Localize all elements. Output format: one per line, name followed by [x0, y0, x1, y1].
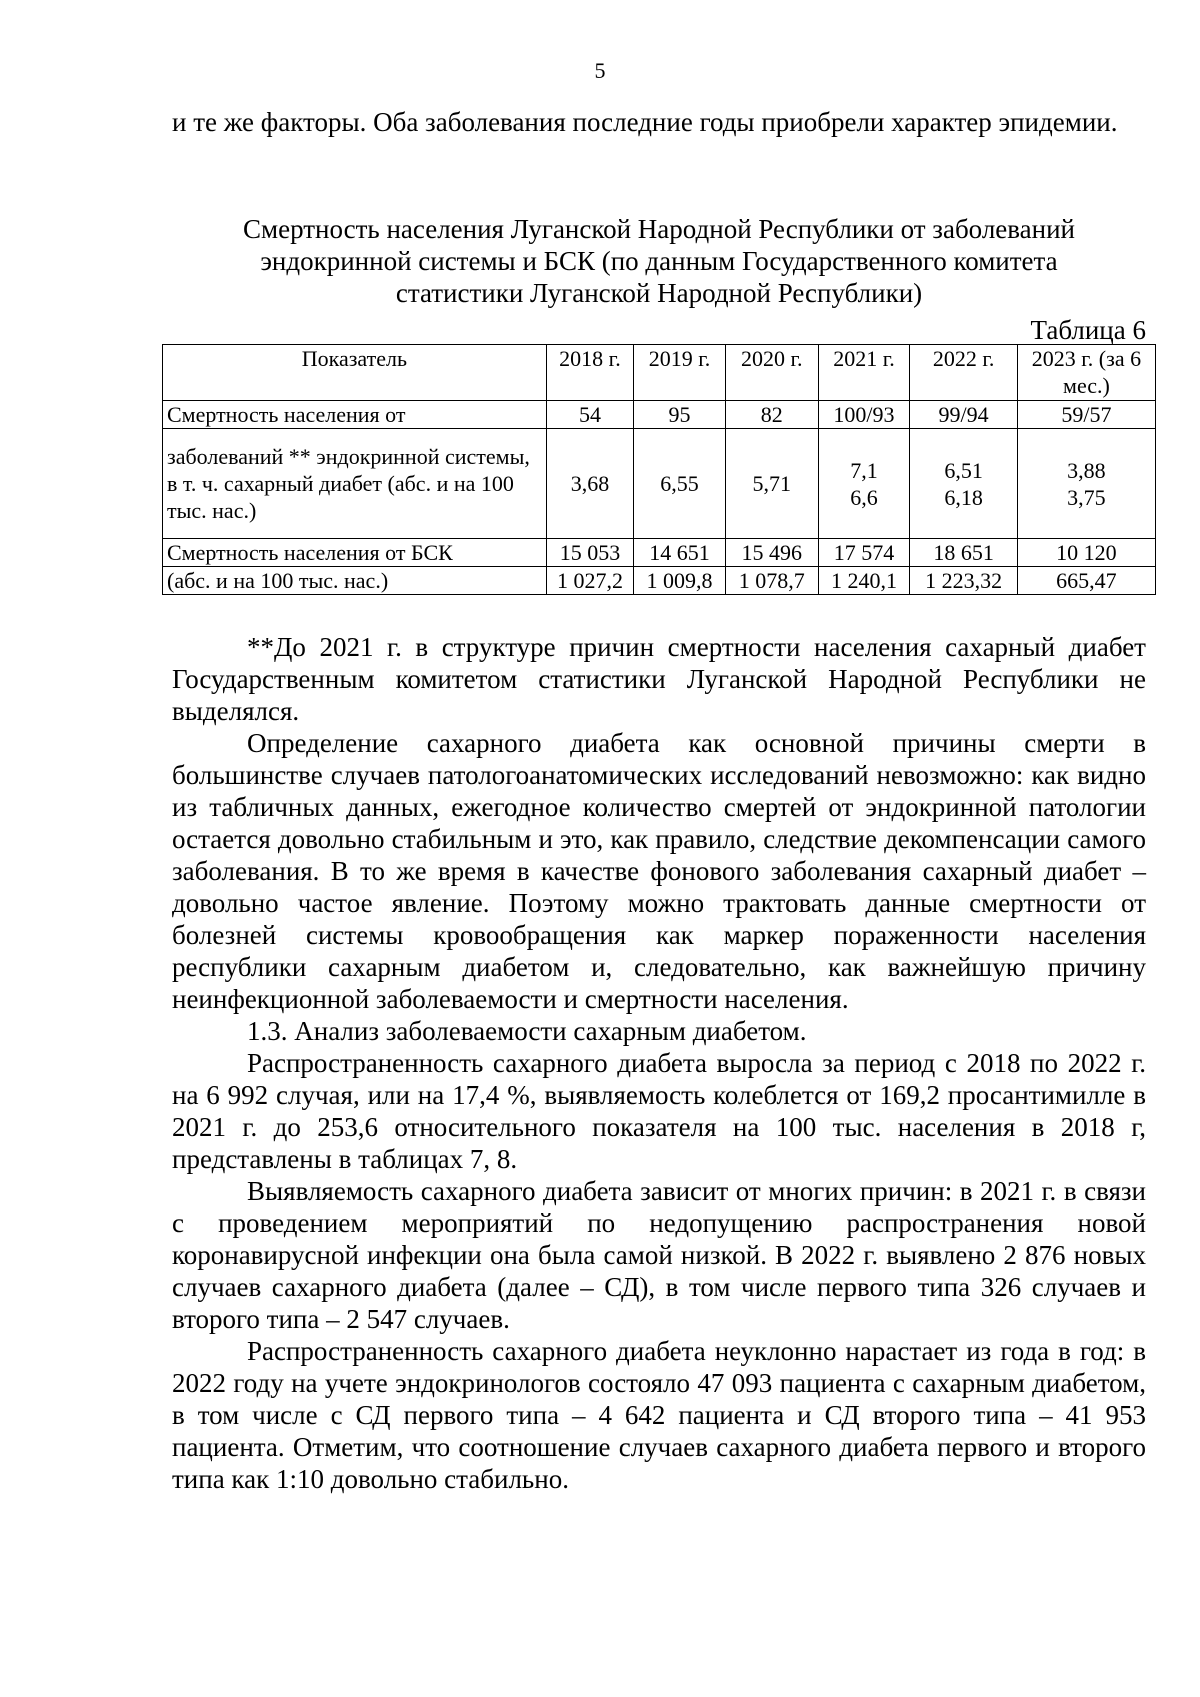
table-row-endocrine-rate	[163, 429, 1156, 539]
header-2020: 2020 г.	[725, 345, 818, 401]
cell: 14 651	[634, 539, 726, 567]
cell: 59/57	[1017, 401, 1155, 429]
page-number: 5	[594, 58, 606, 83]
cell: 99/94	[910, 401, 1018, 429]
bsk-label-line1: Смертность населения от БСК	[163, 539, 547, 567]
bsk-label-line2: (абс. и на 100 тыс. нас.)	[163, 567, 547, 595]
table-row-bsk-rate	[163, 567, 1156, 595]
cell	[910, 429, 1018, 539]
header-2019: 2019 г.	[634, 345, 726, 401]
cell: 54	[546, 401, 633, 429]
header-2021: 2021 г.	[818, 345, 910, 401]
header-2022: 2022 г.	[910, 345, 1018, 401]
footnote-paragraph: **До 2021 г. в структуре причин смертности населения сахарный диабет Государственным комитетом статистики Луганской Народной Республики не выделялся.	[172, 632, 1146, 726]
cell-line: 6,51	[944, 457, 983, 483]
cell: 82	[725, 401, 818, 429]
cell: 15 053	[546, 539, 633, 567]
mortality-table	[162, 344, 1156, 595]
cell-line: 3,75	[1067, 484, 1106, 510]
cell-line: 3,88	[1067, 457, 1106, 483]
cell: 100/93	[818, 401, 910, 429]
cell: 10 120	[1017, 539, 1155, 567]
cell: 665,47	[1017, 567, 1155, 595]
section-heading: 1.3. Анализ заболеваемости сахарным диабетом.	[247, 1016, 807, 1046]
cell-line: 6,18	[944, 484, 983, 510]
cell: 1 223,32	[910, 567, 1018, 595]
cell	[1017, 429, 1155, 539]
cell: 3,68	[546, 429, 633, 539]
header-2023: 2023 г. (за 6 мес.)	[1017, 345, 1155, 401]
endocrine-label-line1: Смертность населения от	[163, 401, 547, 429]
cell-line: 6,6	[850, 484, 878, 510]
intro-text: и те же факторы. Оба заболевания последние годы приобрели характер эпидемии.	[172, 107, 1118, 137]
cell: 18 651	[910, 539, 1018, 567]
cell-line: 7,1	[850, 457, 878, 483]
cell: 1 027,2	[546, 567, 633, 595]
intro-paragraph	[172, 106, 1146, 138]
header-indicator: Показатель	[163, 345, 547, 401]
caption-line-3: статистики Луганской Народной Республики)	[395, 278, 923, 308]
cell: 1 078,7	[725, 567, 818, 595]
table-row-endocrine-abs	[163, 401, 1156, 429]
body-text	[172, 631, 1146, 1495]
table-label: Таблица 6	[1030, 315, 1146, 345]
cell: 5,71	[725, 429, 818, 539]
cell: 6,55	[634, 429, 726, 539]
table-row-bsk-abs	[163, 539, 1156, 567]
cell: 1 240,1	[818, 567, 910, 595]
table-caption	[172, 213, 1146, 309]
paragraph: Определение сахарного диабета как основной причины смерти в большинстве случаев патологоанатомических исследований невозможно: как видно из табличных данных, ежегодное количество смертей от эндокринной патологии остается довольно стабильным и это, как правило, следствие декомпенсации самого заболевания. В то же время в качестве фонового заболевания сахарный диабет – довольно частое явление. Поэтому можно трактовать данные смертности от болезней системы кровообращения как маркер пораженности населения республики сахарным диабетом и, следовательно, как важнейшую причину неинфекционной заболеваемости и смертности населения.	[172, 728, 1146, 1014]
cell: 1 009,8	[634, 567, 726, 595]
paragraph: Выявляемость сахарного диабета зависит от многих причин: в 2021 г. в связи с проведением мероприятий по недопущению распространения новой коронавирусной инфекции она была самой низкой. В 2022 г. выявлено 2 876 новых случаев сахарного диабета (далее – СД), в том числе первого типа 326 случаев и второго типа – 2 547 случаев.	[172, 1176, 1146, 1334]
cell: 15 496	[725, 539, 818, 567]
table-header-row	[163, 345, 1156, 401]
paragraph: Распространенность сахарного диабета неуклонно нарастает из года в год: в 2022 году на учете эндокринологов состояло 47 093 пациента с сахарным диабетом, в том числе с СД первого типа – 4 642 пациента и СД второго типа – 41 953 пациента. Отметим, что соотношение случаев сахарного диабета первого и второго типа как 1:10 довольно стабильно.	[172, 1336, 1146, 1494]
paragraph: Распространенность сахарного диабета выросла за период с 2018 по 2022 г. на 6 992 случая, или на 17,4 %, выявляемость колеблется от 169,2 просантимилле в 2021 г. до 253,6 относительного показателя на 100 тыс. населения в 2018 г, представлены в таблицах 7, 8.	[172, 1048, 1146, 1174]
cell	[818, 429, 910, 539]
caption-line-2: эндокринной системы и БСК (по данным Государственного комитета	[260, 246, 1058, 276]
endocrine-label-rest: заболеваний ** эндокринной системы, в т. ч. сахарный диабет (абс. и на 100 тыс. нас.)	[163, 429, 547, 539]
cell: 95	[634, 401, 726, 429]
header-2018: 2018 г.	[546, 345, 633, 401]
cell: 17 574	[818, 539, 910, 567]
caption-line-1: Смертность населения Луганской Народной Республики от заболеваний	[242, 214, 1076, 244]
